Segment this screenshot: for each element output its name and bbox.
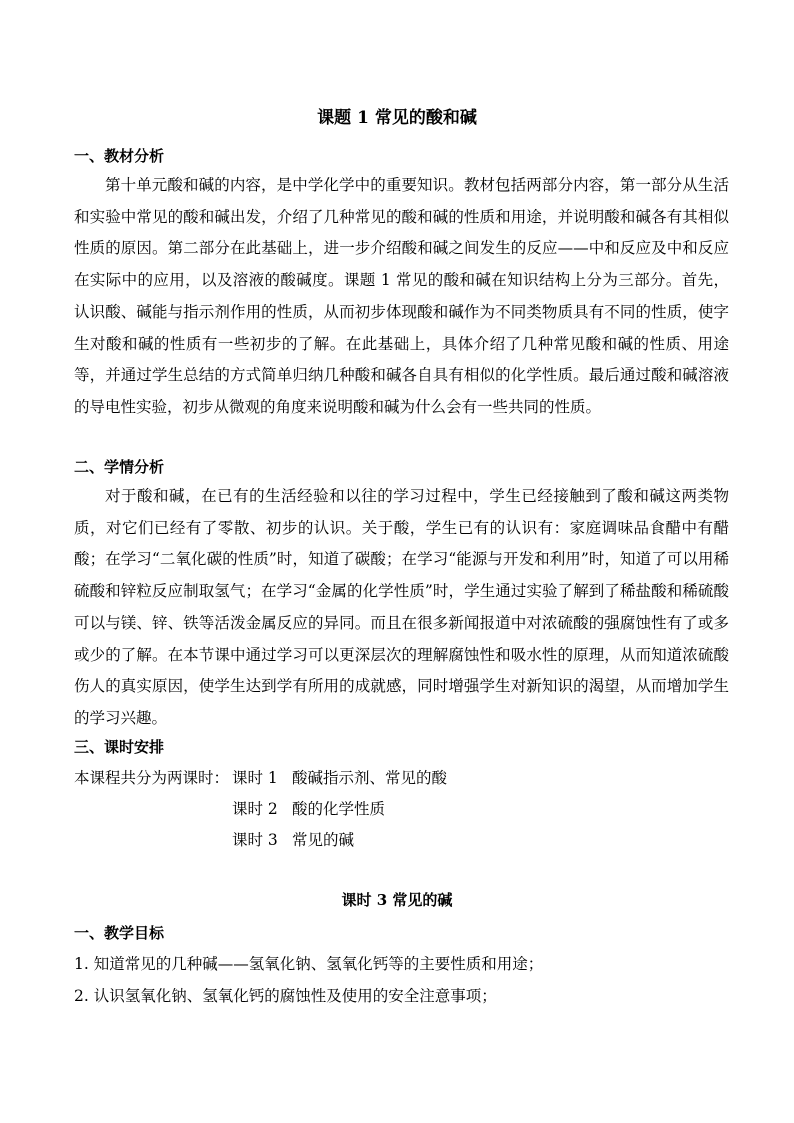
schedule-lesson-2	[232, 798, 385, 820]
schedule-lesson-1	[232, 767, 447, 789]
goal-item-2: 2. 认识氢氧化钠、氢氧化钙的腐蚀性及使用的安全注意事项；	[74, 987, 497, 1005]
lesson-label: 课时 2	[232, 800, 278, 818]
goal-item-1: 1. 知道常见的几种碱——氢氧化钠、氢氧化钙等的主要性质和用途；	[74, 955, 544, 973]
page-title: 课题 1 常见的酸和碱	[317, 108, 477, 128]
section-heading-student-analysis: 二、学情分析	[74, 458, 165, 476]
paragraph-student-analysis: 对于酸和碱，在已有的生活经验和以往的学习过程中，学生已经接触到了酸和碱这两类物质，对它们已经有了零散、初步的认识。关于酸，学生已有的认识有：家庭调味品食醋中有醋酸；在学习“二氧化碳的性质”时，知道了碳酸；在学习“能源与开发和利用”时，知道了可以用稀硫酸和锌粒反应制取氢气；在学习“金属的化学性质”时，学生通过实验了解到了稀盐酸和稀硫酸可以与镁、锌、铁等活泼金属反应的异同。而且在很多新闻报道中对浓硫酸的强腐蚀性有了或多或少的了解。在本节课中通过学习可以更深层次的理解腐蚀性和吸水性的原理，从而知道浓硫酸伤人的真实原因，使学生达到学有所用的成就感，同时增强学生对新知识的渴望，从而增加学生的学习兴趣。	[74, 487, 729, 727]
lesson-3-title: 课时 3 常见的碱	[341, 891, 453, 909]
lesson-content: 酸的化学性质	[292, 800, 386, 818]
lesson-content: 常见的碱	[292, 831, 355, 849]
lesson-content: 酸碱指示剂、常见的酸	[292, 769, 448, 787]
lesson-label: 课时 3	[232, 831, 278, 849]
schedule-intro: 本课程共分为两课时：	[74, 769, 230, 787]
section-heading-textbook-analysis: 一、教材分析	[74, 147, 165, 165]
schedule-lesson-3	[232, 829, 354, 851]
paragraph-textbook-analysis: 第十单元酸和碱的内容，是中学化学中的重要知识。教材包括两部分内容，第一部分从生活和实验中常见的酸和碱出发，介绍了几种常见的酸和碱的性质和用途，并说明酸和碱各有其相似性质的原因。第二部分在此基础上，进一步介绍酸和碱之间发生的反应——中和反应及中和反应在实际中的应用，以及溶液的酸碱度。课题 1 常见的酸和碱在知识结构上分为三部分。首先，认识酸、碱能与指示剂作用的性质，从而初步体现酸和碱作为不同类物质具有不同的性质，使字生对酸和碱的性质有一些初步的了解。在此基础上，具体介绍了几种常见酸和碱的性质、用途等，并通过学生总结的方式简单归纳几种酸和碱各自具有相似的化学性质。最后通过酸和碱溶液的导电性实验，初步从微观的角度来说明酸和碱为什么会有一些共同的性质。	[74, 176, 729, 416]
lesson-label: 课时 1	[232, 769, 278, 787]
section-heading-teaching-goals: 一、教学目标	[74, 924, 165, 942]
section-heading-schedule: 三、课时安排	[74, 738, 165, 756]
